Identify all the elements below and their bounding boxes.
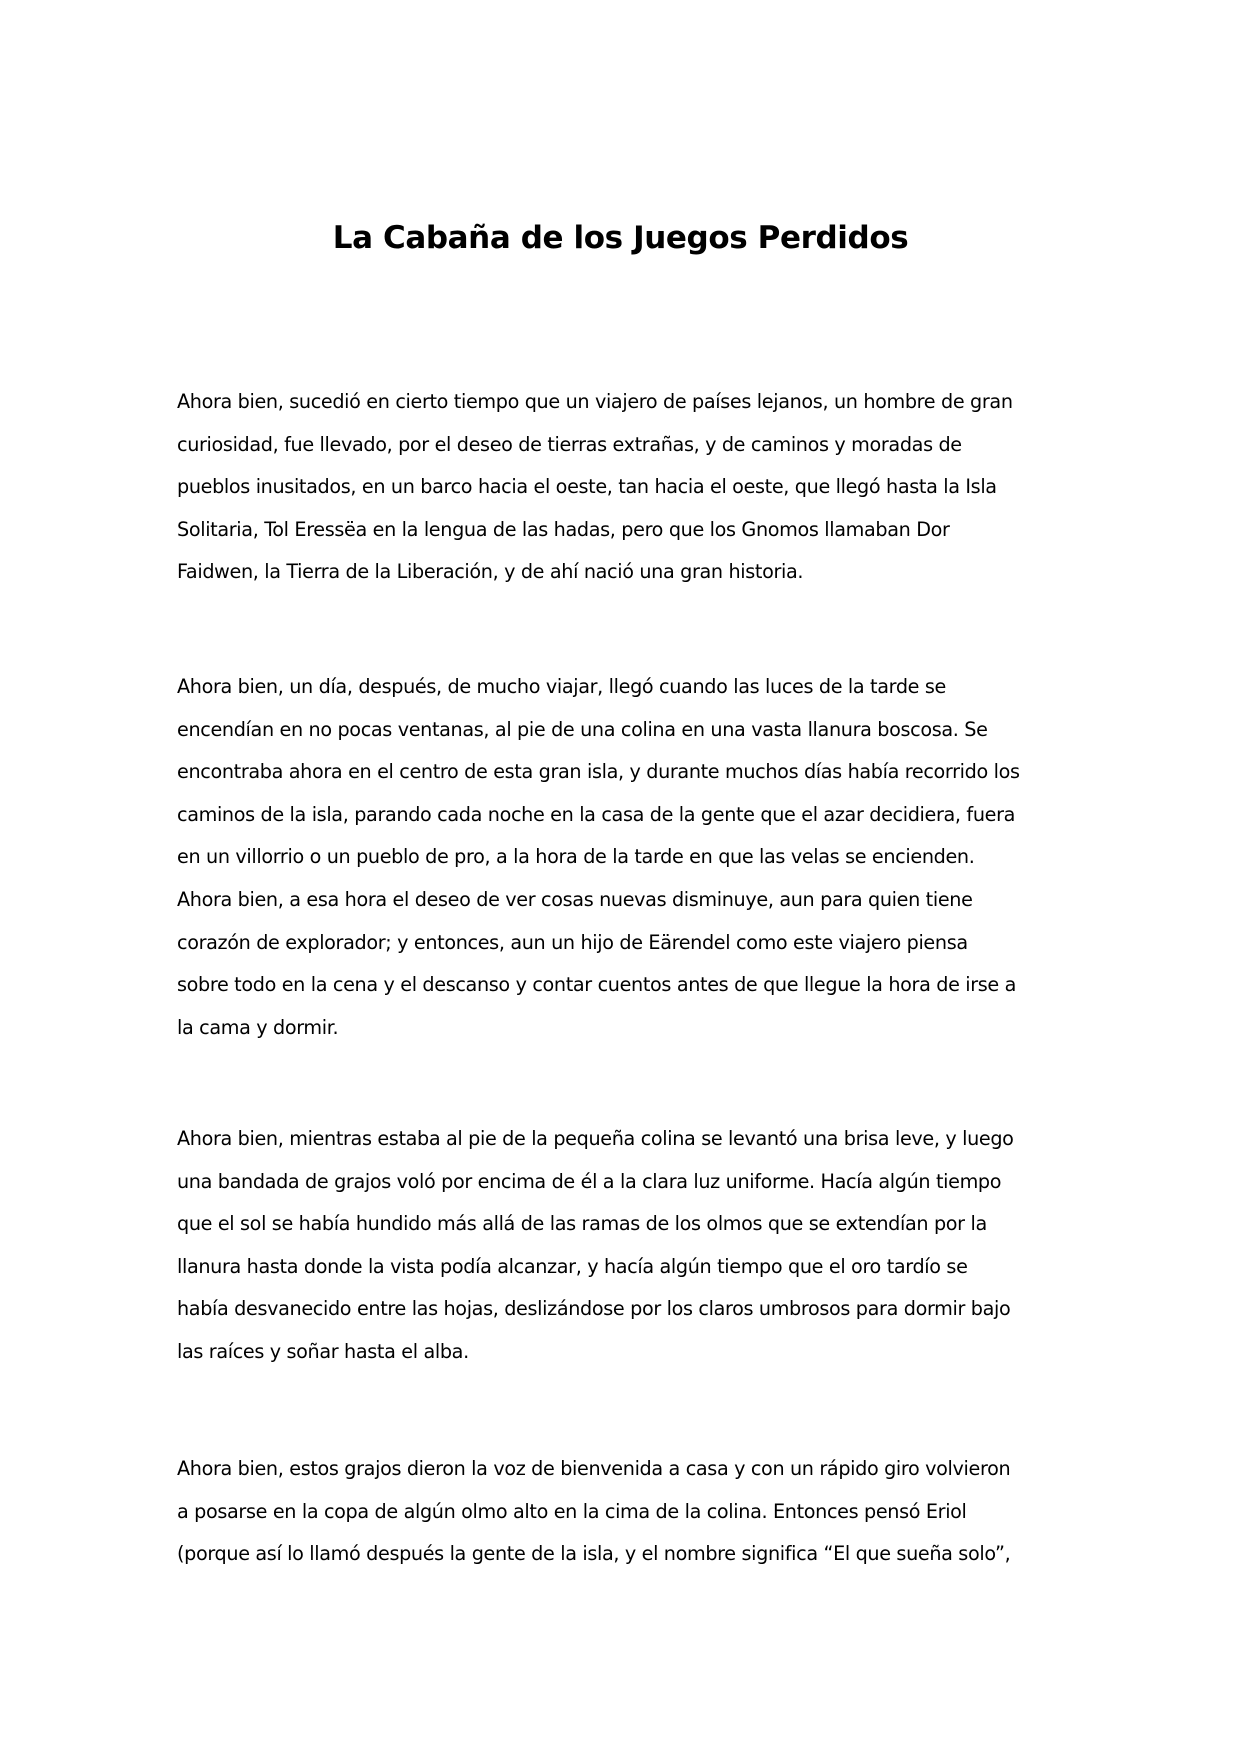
text-line: curiosidad, fue llevado, por el deseo de tierras extrañas, y de caminos y moradas de <box>177 432 962 456</box>
text-line: la cama y dormir. <box>177 1015 339 1039</box>
text-line: encontraba ahora en el centro de esta gran isla, y durante muchos días había recorrido los <box>177 760 1020 784</box>
text-line: las raíces y soñar hasta el alba. <box>177 1339 469 1363</box>
text-line: corazón de explorador; y entonces, aun un hijo de Eärendel como este viajero piensa <box>177 930 968 954</box>
text-line: Ahora bien, un día, después, de mucho viajar, llegó cuando las luces de la tarde se <box>177 675 946 698</box>
text-line: pueblos inusitados, en un barco hacia el oeste, tan hacia el oeste, que llegó hasta la Isla <box>177 475 997 499</box>
document-title: La Cabaña de los Juegos Perdidos <box>332 220 909 256</box>
text-line: en un villorrio o un pueblo de pro, a la hora de la tarde en que las velas se encienden. <box>177 845 975 869</box>
paragraph-2 <box>177 666 1077 1049</box>
text-line: llanura hasta donde la vista podía alcanzar, y hacía algún tiempo que el oro tardío se <box>177 1254 968 1278</box>
text-line: una bandada de grajos voló por encima de él a la clara luz uniforme. Hacía algún tiempo <box>177 1169 1002 1193</box>
text-line: había desvanecido entre las hojas, deslizándose por los claros umbrosos para dormir bajo <box>177 1297 1011 1321</box>
text-line: Ahora bien, a esa hora el deseo de ver cosas nuevas disminuye, aun para quien tiene <box>177 887 973 911</box>
text-line: (porque así lo llamó después la gente de la isla, y el nombre significa “El que sueña solo”, <box>177 1542 1011 1566</box>
text-line: Ahora bien, estos grajos dieron la voz de bienvenida a casa y con un rápido giro volvieron <box>177 1457 1011 1480</box>
text-line: caminos de la isla, parando cada noche en la casa de la gente que el azar decidiera, fuera <box>177 802 1016 826</box>
text-line: a posarse en la copa de algún olmo alto en la cima de la colina. Entonces pensó Eriol <box>177 1499 967 1523</box>
text-line: Ahora bien, mientras estaba al pie de la pequeña colina se levantó una brisa leve, y luego <box>177 1127 1014 1150</box>
text-line: que el sol se había hundido más allá de las ramas de los olmos que se extendían por la <box>177 1212 987 1236</box>
text-line: Faidwen, la Tierra de la Liberación, y de ahí nació una gran historia. <box>177 560 804 584</box>
text-line: sobre todo en la cena y el descanso y contar cuentos antes de que llegue la hora de irse a <box>177 973 1017 997</box>
text-line: Ahora bien, sucedió en cierto tiempo que un viajero de países lejanos, un hombre de gran <box>177 390 1013 413</box>
text-line: encendían en no pocas ventanas, al pie de una colina en una vasta llanura boscosa. Se <box>177 717 988 741</box>
paragraph-3 <box>177 1118 1077 1374</box>
text-line: Solitaria, Tol Eressëa en la lengua de las hadas, pero que los Gnomos llamaban Dor <box>177 517 950 541</box>
paragraph-4 <box>177 1448 1077 1576</box>
paragraph-1 <box>177 381 1077 594</box>
